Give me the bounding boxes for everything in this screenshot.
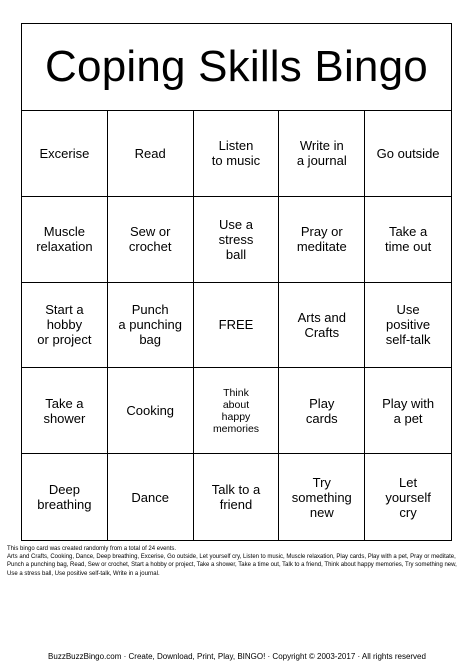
bingo-cell: Deep breathing xyxy=(22,454,108,540)
bingo-cell: Muscle relaxation xyxy=(22,197,108,283)
bingo-card xyxy=(21,23,452,541)
bingo-cell: Start a hobby or project xyxy=(22,283,108,369)
creation-note: This bingo card was created randomly from a total of 24 events. xyxy=(7,546,177,552)
bingo-cell: Try something new xyxy=(279,454,365,540)
event-list-note xyxy=(7,545,467,578)
bingo-cell: Talk to a friend xyxy=(194,454,280,540)
bingo-cell: Play with a pet xyxy=(365,368,451,454)
bingo-cell: Listen to music xyxy=(194,111,280,197)
card-title: Coping Skills Bingo xyxy=(45,42,428,91)
bingo-cell: Let yourself cry xyxy=(385,474,431,520)
bingo-cell: Read xyxy=(108,111,194,197)
bingo-cell: Use positive self-talk xyxy=(365,283,451,369)
bingo-cell: Pray or meditate xyxy=(279,197,365,283)
bingo-cell: Think about happy memories xyxy=(194,368,280,454)
title-cell xyxy=(22,24,451,111)
bingo-grid xyxy=(22,111,451,540)
copyright-text: BuzzBuzzBingo.com · Create, Download, Print, Play, BINGO! · Copyright © 2003-2017 · All rights reserved xyxy=(48,652,426,661)
bingo-cell: Use a stress ball xyxy=(194,197,280,283)
bingo-cell: Write in a journal xyxy=(279,111,365,197)
bingo-cell: Play cards xyxy=(279,368,365,454)
bingo-cell: Excerise xyxy=(22,111,108,197)
bingo-cell: Take a time out xyxy=(365,197,451,283)
event-list: Arts and Crafts, Cooking, Dance, Deep breathing, Excerise, Go outside, Let yourself cry, Listen to music, Muscle relaxation, Play cards, Play with a pet, Pray or meditate, Punch a punching bag, Read, Sew or crochet, Start a hobby or project, Take a shower, Take a time out, Talk to a friend, Think about happy memories, Try something new, Use a stress ball, Use positive self-talk, Write in a journal. xyxy=(7,554,457,577)
bingo-cell: Dance xyxy=(108,454,194,540)
bingo-cell: Arts and Crafts xyxy=(279,283,365,369)
bingo-cell: Go outside xyxy=(365,111,451,197)
bingo-cell: Cooking xyxy=(108,368,194,454)
free-space-cell: FREE xyxy=(194,283,280,369)
bingo-cell: Take a shower xyxy=(22,368,108,454)
bingo-cell: Sew or crochet xyxy=(108,197,194,283)
bingo-cell: Punch a punching bag xyxy=(108,283,194,369)
